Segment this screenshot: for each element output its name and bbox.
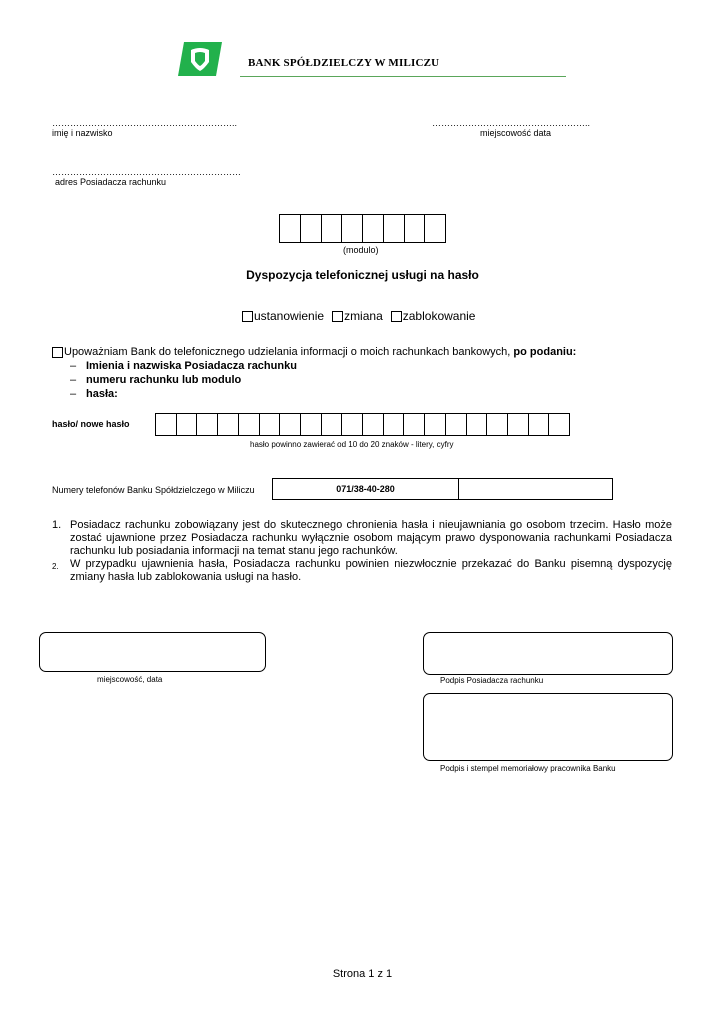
grid-cell[interactable] (301, 414, 322, 435)
note-item: 1. Posiadacz rachunku zobowiązany jest do skutecznego chronienia hasła i nieujawniania go osobom trzecim. Hasło może zostać ujawnione przez Posiadacza rachunku wyłącznie osobom mającym prawo dysponowania rachunkami Posiadacza rachunku lub posiadania informacji na temat stanu jego rachunków. (52, 519, 672, 557)
grid-cell[interactable] (177, 414, 198, 435)
option-label: zmiana (344, 309, 383, 323)
checkbox[interactable] (242, 311, 253, 322)
address-dots[interactable]: ……………………………………………………… (52, 167, 241, 177)
option-label: zablokowanie (402, 309, 476, 323)
note-item: 2. W przypadku ujawnienia hasła, Posiadacza rachunku powinien niezwłocznie przekazać do Banku pisemną dyspozycję zmiany hasła lub zablokowania usługi na hasło. (52, 558, 672, 583)
grid-cell[interactable] (384, 215, 405, 242)
grid-cell[interactable] (425, 414, 446, 435)
authorization-checkbox[interactable] (52, 347, 63, 358)
employee-signature-label: Podpis i stempel memoriałowy pracownika Banku (440, 764, 616, 773)
place-date-dots[interactable]: …………………………………………….. (432, 118, 591, 128)
name-label: imię i nazwisko (52, 128, 113, 138)
password-note: hasło powinno zawierać od 10 do 20 znaków - litery, cyfry (250, 440, 454, 449)
grid-cell[interactable] (342, 215, 363, 242)
place-date-box[interactable] (39, 632, 266, 672)
grid-cell[interactable] (446, 414, 467, 435)
dispositions-options (242, 309, 483, 323)
option-label: ustanowienie (254, 309, 325, 323)
phone-label: Numery telefonów Banku Spółdzielczego w Miliczu (52, 485, 255, 495)
grid-cell[interactable] (404, 414, 425, 435)
grid-cell[interactable] (549, 414, 569, 435)
checkbox[interactable] (332, 311, 343, 322)
bank-name: BANK SPÓŁDZIELCZY W MILICZU (248, 57, 440, 69)
phone-extra-cell[interactable] (459, 479, 612, 499)
bank-logo-icon (178, 42, 222, 76)
holder-signature-box[interactable] (423, 632, 673, 675)
grid-cell[interactable] (280, 414, 301, 435)
grid-cell[interactable] (239, 414, 260, 435)
place-date-box-label: miejscowość, data (97, 675, 163, 684)
grid-cell[interactable] (342, 414, 363, 435)
page-number: Strona 1 z 1 (332, 968, 393, 980)
grid-cell[interactable] (405, 215, 426, 242)
modulo-grid[interactable] (279, 214, 446, 243)
authorization-line (52, 346, 576, 358)
grid-cell[interactable] (280, 215, 301, 242)
option-block[interactable] (391, 309, 476, 323)
grid-cell[interactable] (322, 414, 343, 435)
form-title: Dyspozycja telefonicznej usługi na hasło (246, 268, 479, 282)
address-label: adres Posiadacza rachunku (55, 177, 167, 187)
authorization-text: Upoważniam Bank do telefonicznego udzielania informacji o moich rachunkach bankowych, (64, 346, 514, 358)
modulo-label: (modulo) (343, 245, 379, 255)
option-change[interactable] (332, 309, 383, 323)
grid-cell[interactable] (384, 414, 405, 435)
authorization-bold-tail: po podaniu: (513, 346, 577, 358)
holder-signature-label: Podpis Posiadacza rachunku (440, 676, 544, 685)
name-dots[interactable]: …………………………………………………….. (52, 118, 238, 128)
grid-cell[interactable] (487, 414, 508, 435)
place-date-label: miejscowość data (480, 128, 552, 138)
password-label: hasło/ nowe hasło (52, 419, 130, 429)
authorization-items (70, 359, 297, 401)
grid-cell[interactable] (425, 215, 445, 242)
grid-cell[interactable] (197, 414, 218, 435)
grid-cell[interactable] (508, 414, 529, 435)
grid-cell[interactable] (322, 215, 343, 242)
grid-cell[interactable] (363, 414, 384, 435)
phone-number: 071/38-40-280 (273, 479, 459, 499)
header-divider (240, 76, 566, 77)
option-establish[interactable] (242, 309, 324, 323)
employee-signature-box[interactable] (423, 693, 673, 761)
phone-box (272, 478, 613, 500)
grid-cell[interactable] (218, 414, 239, 435)
list-item: – Imienia i nazwiska Posiadacza rachunku (70, 360, 297, 372)
grid-cell[interactable] (156, 414, 177, 435)
list-item: – numeru rachunku lub modulo (70, 374, 242, 386)
checkbox[interactable] (391, 311, 402, 322)
list-item: – hasła: (70, 388, 118, 400)
grid-cell[interactable] (260, 414, 281, 435)
notes-list (52, 519, 672, 584)
grid-cell[interactable] (529, 414, 550, 435)
password-grid[interactable] (155, 413, 570, 436)
grid-cell[interactable] (467, 414, 488, 435)
grid-cell[interactable] (301, 215, 322, 242)
grid-cell[interactable] (363, 215, 384, 242)
